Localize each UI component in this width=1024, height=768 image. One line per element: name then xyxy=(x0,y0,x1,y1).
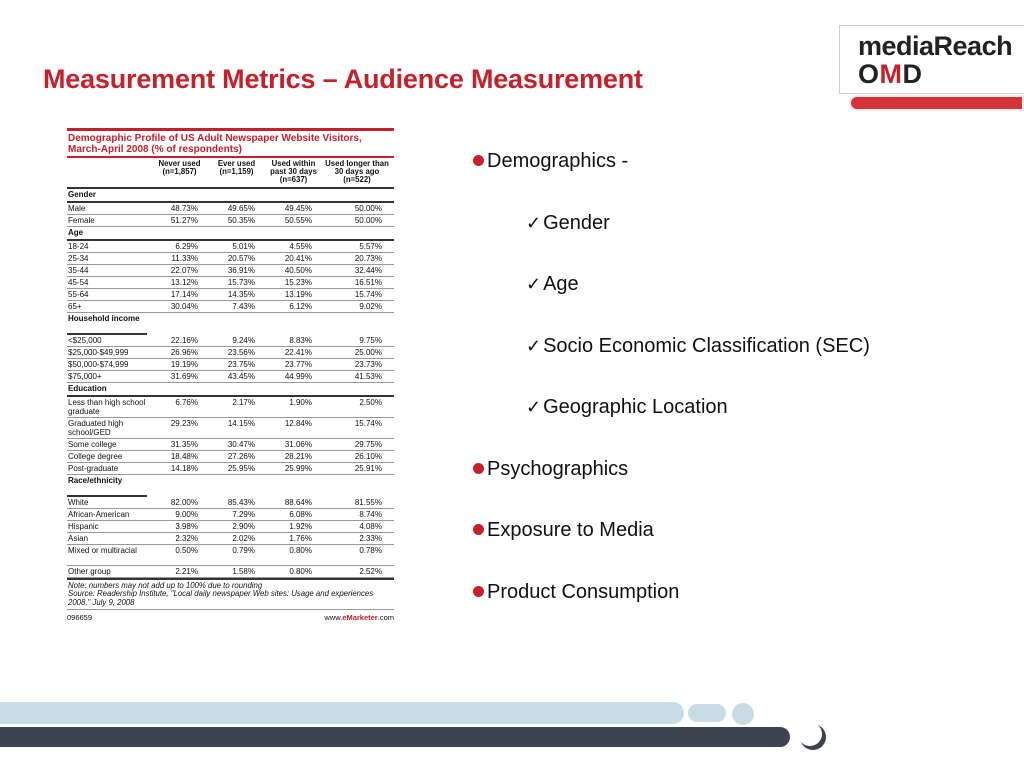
table-cell: 44.99% xyxy=(284,371,312,381)
table-cell: 3.98% xyxy=(175,521,198,531)
bullet-dot-icon xyxy=(473,586,484,597)
table-row xyxy=(67,418,394,439)
table-cell: 13.12% xyxy=(170,277,198,287)
header-cell: Never used (n=1,857) xyxy=(158,159,201,177)
table-cell: 16.51% xyxy=(354,277,382,287)
table-row xyxy=(67,277,394,289)
table-cell: 25.99% xyxy=(284,463,312,473)
table-cell: 22.41% xyxy=(284,347,312,357)
table-cell: 0.50% xyxy=(175,545,198,555)
table-cell: 36.91% xyxy=(227,265,255,275)
footer-light-pill xyxy=(688,704,726,722)
table-cell: 9.02% xyxy=(359,301,382,311)
table-cell: 31.35% xyxy=(170,439,198,449)
table-cell: 17.14% xyxy=(170,289,198,299)
row-label: $50,000-$74,999 xyxy=(68,359,129,369)
table-section-header: Age xyxy=(67,227,394,241)
table-section-header: Education xyxy=(67,383,394,397)
bullet-psychographics: Psychographics xyxy=(473,458,628,481)
table-cell: 32.44% xyxy=(354,265,382,275)
table-cell: 2.17% xyxy=(232,397,255,407)
checkmark-icon: ✓ xyxy=(526,213,542,233)
bullet-dot-icon xyxy=(473,155,484,166)
table-body xyxy=(67,189,394,578)
row-label: White xyxy=(68,497,89,507)
table-cell: 6.08% xyxy=(289,509,312,519)
table-footnote xyxy=(67,578,394,611)
table-cell: 31.69% xyxy=(170,371,198,381)
table-cell: 23.77% xyxy=(284,359,312,369)
table-cell: 7.43% xyxy=(232,301,255,311)
table-cell: 2.52% xyxy=(359,566,382,576)
table-cell: 26.96% xyxy=(170,347,198,357)
table-cell: 41.53% xyxy=(354,371,382,381)
table-cell: 6.29% xyxy=(175,241,198,251)
table-cell: 81.55% xyxy=(354,497,382,507)
table-cell: 4.55% xyxy=(289,241,312,251)
checkmark-icon: ✓ xyxy=(526,397,542,417)
table-row xyxy=(67,463,394,475)
table-row xyxy=(67,253,394,265)
table-row xyxy=(67,521,394,533)
row-label: College degree xyxy=(68,451,123,461)
logo-line-1: mediaReach xyxy=(858,31,1013,61)
table-cell: 0.80% xyxy=(289,545,312,555)
footer-dark-bar xyxy=(0,727,790,747)
bullet-demographics: Demographics - xyxy=(473,150,628,173)
row-label: 65+ xyxy=(68,301,82,311)
row-label: Asian xyxy=(68,533,89,543)
table-code: 096659 xyxy=(67,613,93,623)
row-label: Post-graduate xyxy=(68,463,119,473)
table-row xyxy=(67,265,394,277)
bullet-dot-icon xyxy=(473,463,484,474)
table-cell: 50.00% xyxy=(354,203,382,213)
bullet-dot-icon xyxy=(473,524,484,535)
table-cell: 1.58% xyxy=(232,566,255,576)
row-label: 18-24 xyxy=(68,241,89,251)
table-note: Note: numbers may not add up to 100% due to rounding xyxy=(68,580,263,590)
table-row xyxy=(67,241,394,253)
table-cell: 15.74% xyxy=(354,289,382,299)
row-label: 25-34 xyxy=(68,253,89,263)
table-cell: 0.79% xyxy=(232,545,255,555)
table-cell: 49.45% xyxy=(284,203,312,213)
table-cell: 43.45% xyxy=(227,371,255,381)
table-cell: 2.32% xyxy=(175,533,198,543)
table-row xyxy=(67,451,394,463)
table-cell: 48.73% xyxy=(170,203,198,213)
table-row xyxy=(67,497,394,509)
table-cell: 18.48% xyxy=(170,451,198,461)
table-row xyxy=(67,566,394,578)
table-cell: 20.41% xyxy=(284,253,312,263)
table-row xyxy=(67,215,394,227)
table-cell: 29.23% xyxy=(170,418,198,428)
table-cell: 25.91% xyxy=(354,463,382,473)
table-cell: 30.04% xyxy=(170,301,198,311)
sub-bullet-sec: ✓ Socio Economic Classification (SEC) xyxy=(526,335,870,357)
table-cell: 8.83% xyxy=(289,335,312,345)
table-row xyxy=(67,397,394,418)
checkmark-icon: ✓ xyxy=(526,336,542,356)
row-label: <$25,000 xyxy=(68,335,102,345)
table-cell: 13.19% xyxy=(284,289,312,299)
table-cell: 14.15% xyxy=(227,418,255,428)
table-cell: 8.74% xyxy=(359,509,382,519)
table-cell: 50.00% xyxy=(354,215,382,225)
footer-light-bar xyxy=(0,702,684,724)
table-cell: 6.12% xyxy=(289,301,312,311)
table-cell: 28.21% xyxy=(284,451,312,461)
table-row xyxy=(67,359,394,371)
row-label: $75,000+ xyxy=(68,371,102,381)
table-row xyxy=(67,533,394,545)
row-label: Other group xyxy=(68,566,111,576)
table-cell: 49.65% xyxy=(227,203,255,213)
row-label: 35-44 xyxy=(68,265,89,275)
table-cell: 14.35% xyxy=(227,289,255,299)
row-label: 55-64 xyxy=(68,289,89,299)
row-label: Male xyxy=(68,203,86,213)
table-cell: 30.47% xyxy=(227,439,255,449)
table-cell: 23.75% xyxy=(227,359,255,369)
table-cell: 23.73% xyxy=(354,359,382,369)
table-cell: 40.50% xyxy=(284,265,312,275)
table-cell: 25.00% xyxy=(354,347,382,357)
table-cell: 9.75% xyxy=(359,335,382,345)
logo-accent-bar xyxy=(849,95,1024,111)
table-cell: 2.21% xyxy=(175,566,198,576)
header-cell: Used longer than 30 days ago (n=522) xyxy=(325,159,389,185)
table-row xyxy=(67,371,394,383)
row-label: African-American xyxy=(68,509,130,519)
logo-line-2: OMD xyxy=(858,59,923,89)
table-cell: 25.95% xyxy=(227,463,255,473)
row-label: $25,000-$49,999 xyxy=(68,347,129,357)
table-cell: 1.76% xyxy=(289,533,312,543)
table-cell: 11.33% xyxy=(171,253,198,263)
table-cell: 19.19% xyxy=(170,359,198,369)
row-label: Less than high school graduate xyxy=(68,397,146,417)
table-cell: 2.50% xyxy=(359,397,382,407)
table-cell: 26.10% xyxy=(354,451,382,461)
header-cell xyxy=(67,160,151,185)
table-cell: 15.73% xyxy=(227,277,255,287)
row-label: 45-54 xyxy=(68,277,89,287)
table-cell: 27.26% xyxy=(227,451,255,461)
table-cell: 14.18% xyxy=(170,463,198,473)
table-cell: 2.02% xyxy=(232,533,255,543)
table-cell: 7.29% xyxy=(232,509,255,519)
table-cell: 9.00% xyxy=(175,509,198,519)
sub-bullet-age: ✓ Age xyxy=(526,273,579,295)
bullet-product: Product Consumption xyxy=(473,581,679,604)
table-cell: 2.90% xyxy=(232,521,255,531)
table-cell: 50.55% xyxy=(284,215,312,225)
table-row xyxy=(67,439,394,451)
table-row xyxy=(67,509,394,521)
table-section-header: Gender xyxy=(67,189,394,203)
row-label: Graduated high school/GED xyxy=(68,418,124,438)
table-header-row xyxy=(67,158,394,189)
mediareach-omd-logo xyxy=(839,25,1024,94)
checkmark-icon: ✓ xyxy=(526,274,542,294)
page-title: Measurement Metrics – Audience Measurement xyxy=(43,64,643,94)
table-title: Demographic Profile of US Adult Newspaper Website Visitors, March-April 2008 (% of respondents) xyxy=(67,128,394,158)
table-cell: 20.57% xyxy=(227,253,255,263)
header-cell: Used within past 30 days (n=637) xyxy=(270,159,317,185)
table-cell: 22.07% xyxy=(170,265,198,275)
table-cell: 4.08% xyxy=(359,521,382,531)
table-cell: 5.01% xyxy=(232,241,255,251)
table-cell: 0.80% xyxy=(289,566,312,576)
footer-circle-cutout xyxy=(798,722,822,746)
table-cell: 1.90% xyxy=(289,397,312,407)
table-cell: 20.73% xyxy=(354,253,382,263)
table-section-header: Household income xyxy=(67,313,147,335)
demographic-profile-table xyxy=(67,128,394,622)
table-cell: 15.74% xyxy=(354,418,382,428)
table-section-header: Race/ethnicity xyxy=(67,475,147,497)
table-cell: 82.00% xyxy=(170,497,198,507)
table-row xyxy=(67,301,394,313)
table-row xyxy=(67,289,394,301)
table-cell: 1.92% xyxy=(289,521,312,531)
table-cell: 50.35% xyxy=(227,215,255,225)
table-cell: 9.24% xyxy=(232,335,255,345)
table-cell: 22.16% xyxy=(170,335,198,345)
header-cell: Ever used (n=1,159) xyxy=(217,159,256,177)
footer-light-circle xyxy=(732,703,754,725)
table-cell: 88.64% xyxy=(284,497,312,507)
table-cell: 85.43% xyxy=(227,497,255,507)
emarketer-credit: www.eMarketer.com xyxy=(324,613,394,623)
bullet-exposure: Exposure to Media xyxy=(473,519,654,542)
table-row xyxy=(67,203,394,215)
sub-bullet-geo: ✓ Geographic Location xyxy=(526,396,728,418)
table-credits xyxy=(67,610,394,622)
table-cell: 6.76% xyxy=(175,397,198,407)
table-cell: 0.78% xyxy=(359,545,382,555)
table-source: Source: Readership Institute, "Local daily newspaper Web sites: Usage and experiences 2008," July 9, 2008 xyxy=(68,589,374,607)
table-cell: 29.75% xyxy=(354,439,382,449)
row-label: Female xyxy=(68,215,95,225)
table-cell: 51.27% xyxy=(170,215,198,225)
sub-bullet-gender: ✓ Gender xyxy=(526,212,610,234)
row-label: Some college xyxy=(68,439,117,449)
table-cell: 5.57% xyxy=(359,241,382,251)
table-cell: 2.33% xyxy=(359,533,382,543)
table-cell: 31.06% xyxy=(284,439,312,449)
table-cell: 23.56% xyxy=(227,347,255,357)
table-row xyxy=(67,335,394,347)
table-row xyxy=(67,545,394,566)
table-cell: 15.23% xyxy=(284,277,312,287)
table-row xyxy=(67,347,394,359)
row-label: Hispanic xyxy=(68,521,99,531)
table-cell: 12.84% xyxy=(284,418,312,428)
row-label: Mixed or multiracial xyxy=(68,545,137,555)
